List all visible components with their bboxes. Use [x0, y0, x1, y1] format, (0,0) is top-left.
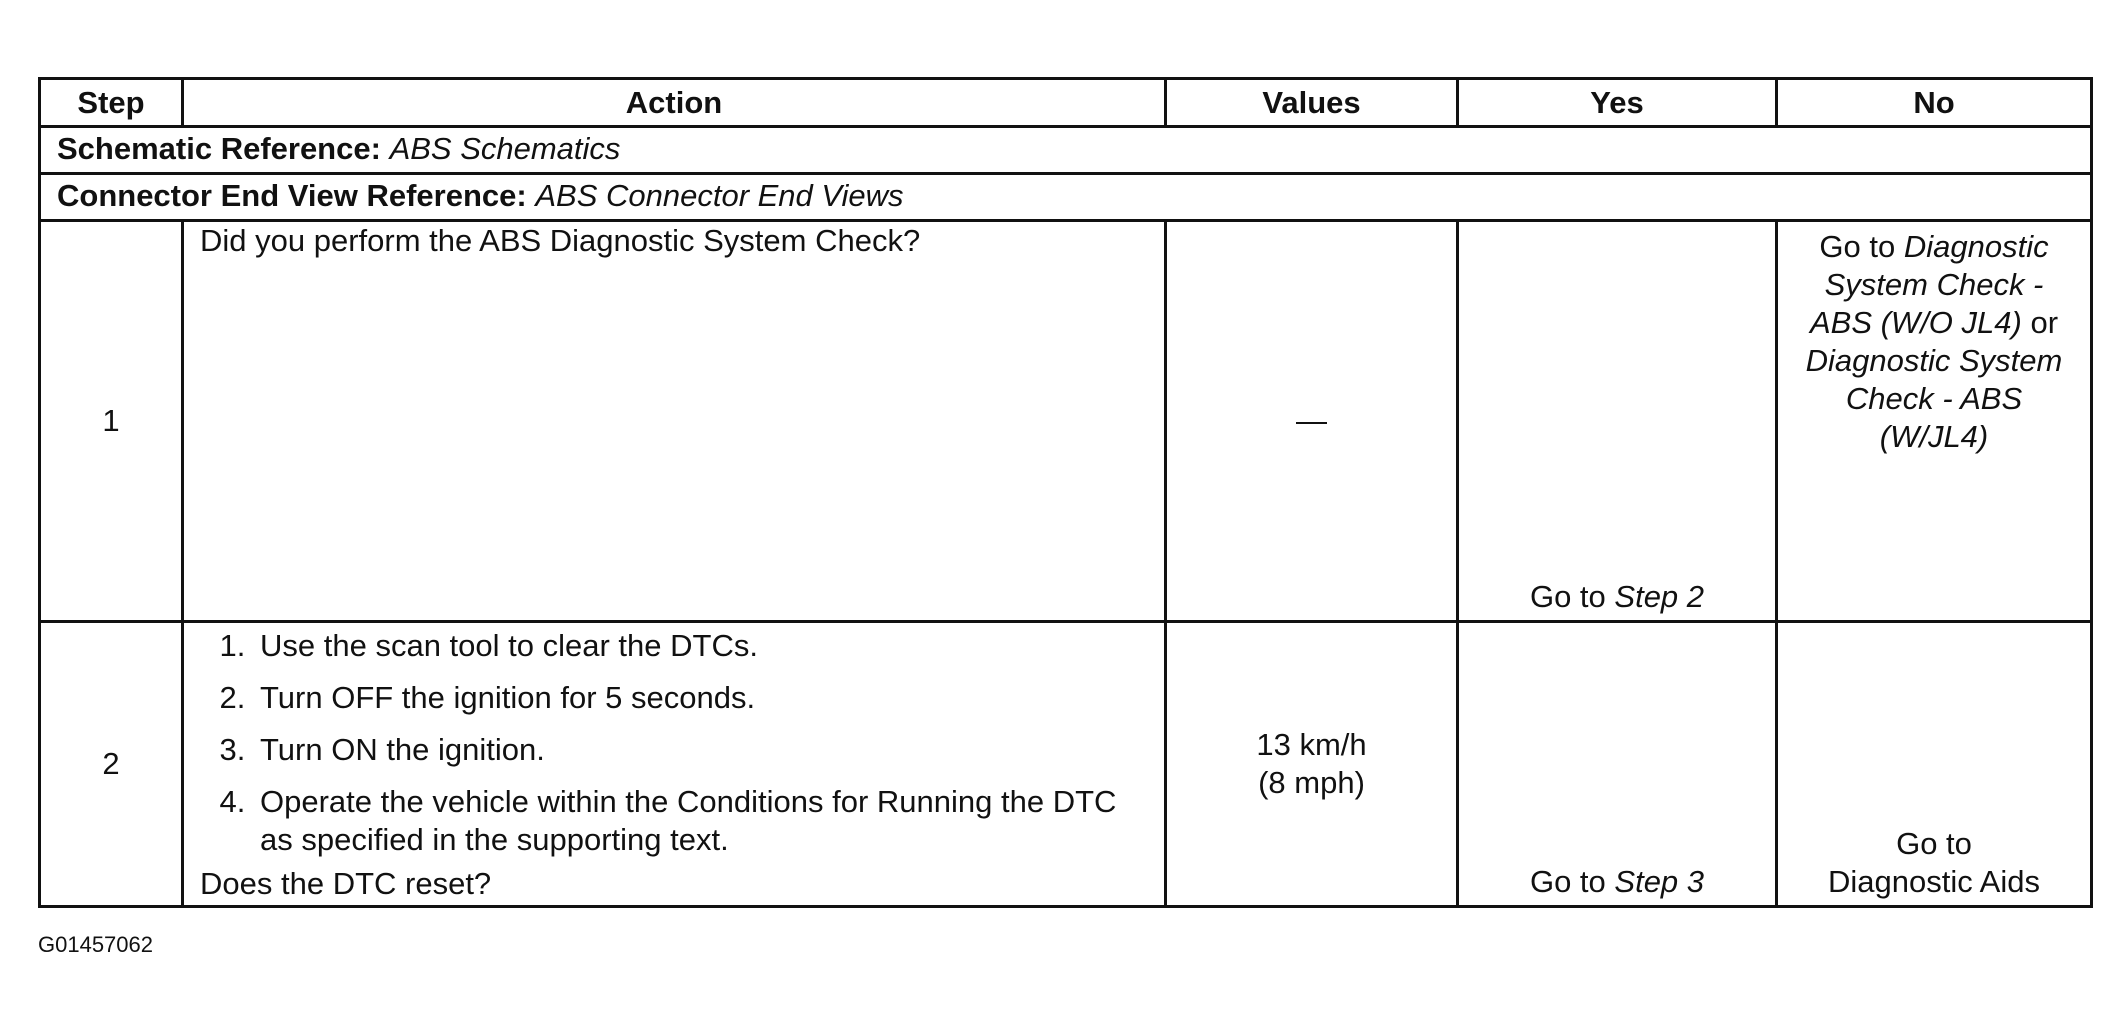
figure-code: G01457062	[38, 932, 153, 957]
connector-reference-link[interactable]: ABS Connector End Views	[535, 178, 904, 213]
table-row-step-2	[40, 622, 2092, 907]
step-number: 1	[40, 221, 183, 622]
header-row	[40, 79, 2092, 127]
step-number: 2	[40, 622, 183, 907]
go-to-step-2-link[interactable]: Step 2	[1614, 579, 1705, 614]
list-item: 3. Turn ON the ignition.	[254, 731, 1152, 769]
header-action: Action	[183, 79, 1166, 127]
header-step: Step	[40, 79, 183, 127]
action-list-cell	[183, 622, 1166, 907]
table-row-step-1	[40, 221, 2092, 622]
connector-reference-row	[40, 174, 2092, 221]
question-text: Does the DTC reset?	[200, 866, 492, 901]
go-to-step-3-link[interactable]: Step 3	[1614, 864, 1705, 899]
no-cell	[1777, 622, 2092, 907]
yes-cell	[1458, 622, 1777, 907]
list-item: 1. Use the scan tool to clear the DTCs.	[254, 627, 1152, 665]
speed-kmh: 13 km/h	[1256, 727, 1367, 762]
no-cell: Go to Diagnostic System Check - ABS (W/O JL4) or Diagnostic System Check - ABS (W/JL4)	[1777, 221, 2092, 622]
list-item: 4. Operate the vehicle within the Conditions for Running the DTC as specified in the supporting text.	[254, 783, 1152, 859]
values-cell	[1166, 622, 1458, 907]
header-yes: Yes	[1458, 79, 1777, 127]
yes-cell	[1458, 221, 1777, 622]
connector-reference-label: Connector End View Reference:	[57, 178, 527, 213]
values-cell	[1166, 221, 1458, 622]
action-steps-list	[200, 627, 1152, 859]
values-dash: —	[1296, 403, 1327, 438]
action-text: Did you perform the ABS Diagnostic System Check?	[183, 221, 1166, 622]
diagnostic-system-check-wo-jl4-link[interactable]: Diagnostic System Check - ABS (W/O JL4)	[1809, 229, 2049, 340]
speed-mph: (8 mph)	[1258, 765, 1365, 800]
header-values: Values	[1166, 79, 1458, 127]
schematic-reference-row	[40, 127, 2092, 174]
schematic-reference-label: Schematic Reference:	[57, 131, 381, 166]
diagnostic-table	[38, 77, 2093, 908]
list-item: 2. Turn OFF the ignition for 5 seconds.	[254, 679, 1152, 717]
header-no: No	[1777, 79, 2092, 127]
diagnostic-aids-link[interactable]: Diagnostic Aids	[1828, 864, 2040, 899]
yes-instruction: Go to Step 3	[1529, 864, 1705, 899]
yes-instruction: Go to Step 2	[1529, 579, 1705, 614]
no-instruction: Go to Diagnostic Aids	[1790, 825, 2078, 901]
diagnostic-system-check-w-jl4-link[interactable]: Diagnostic System Check - ABS (W/JL4)	[1805, 343, 2063, 454]
schematic-reference-link[interactable]: ABS Schematics	[389, 131, 621, 166]
